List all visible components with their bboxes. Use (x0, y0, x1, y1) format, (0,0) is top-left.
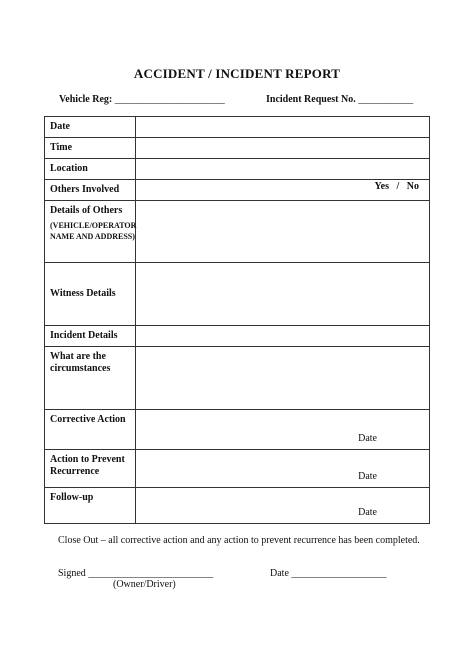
action-prevent-label-cell (45, 450, 136, 488)
incident-details-label-cell (45, 326, 136, 347)
incident-request-line: ___________ (358, 94, 414, 105)
circumstances-label-cell (45, 347, 136, 410)
others-involved-value-cell[interactable] (136, 180, 430, 201)
vehicle-reg-field[interactable] (59, 94, 225, 105)
row-details-of-others (45, 201, 430, 263)
vehicle-reg-line: ______________________ (114, 94, 225, 105)
row-follow-up (45, 488, 430, 524)
row-witness-details (45, 263, 430, 326)
location-label-cell (45, 159, 136, 180)
row-corrective-action (45, 410, 430, 450)
corrective-action-label-cell (45, 410, 136, 450)
action-prevent-value-cell[interactable] (136, 450, 430, 488)
corrective-action-date-label: Date (358, 433, 377, 444)
row-circumstances (45, 347, 430, 410)
circumstances-value-cell[interactable] (136, 347, 430, 410)
details-of-others-label: Details of Others (50, 205, 123, 216)
signature-line[interactable]: Signed _________________________ (58, 568, 214, 579)
witness-details-label: Witness Details (50, 288, 116, 299)
incident-details-label: Incident Details (50, 330, 118, 341)
follow-up-value-cell[interactable] (136, 488, 430, 524)
witness-details-label-cell (45, 263, 136, 326)
row-others-involved (45, 180, 430, 201)
signature-date-line[interactable]: Date ___________________ (270, 568, 387, 579)
witness-details-value-cell[interactable] (136, 263, 430, 326)
follow-up-date-label: Date (358, 507, 377, 518)
date-value-cell[interactable] (136, 117, 430, 138)
follow-up-label-cell (45, 488, 136, 524)
corrective-action-value-cell[interactable] (136, 410, 430, 450)
date-label-cell (45, 117, 136, 138)
row-time (45, 138, 430, 159)
yes-no-choice[interactable]: Yes / No (374, 181, 419, 192)
details-of-others-sublabel: (VEHICLE/OPERATOR NAME AND ADDRESS) (50, 221, 137, 241)
location-label: Location (50, 163, 88, 174)
others-involved-label-cell (45, 180, 136, 201)
follow-up-label: Follow-up (50, 492, 94, 503)
row-incident-details (45, 326, 430, 347)
row-action-prevent (45, 450, 430, 488)
details-of-others-label-cell (45, 201, 136, 263)
others-involved-label: Others Involved (50, 184, 120, 195)
location-value-cell[interactable] (136, 159, 430, 180)
time-label: Time (50, 142, 73, 153)
corrective-action-label: Corrective Action (50, 414, 126, 425)
page-title: ACCIDENT / INCIDENT REPORT (133, 66, 341, 81)
report-form-table (44, 116, 430, 524)
date-label: Date (50, 121, 70, 132)
time-label-cell (45, 138, 136, 159)
row-location (45, 159, 430, 180)
close-out-statement: Close Out – all corrective action and any action to prevent recurrence has been completed. (58, 535, 420, 546)
details-of-others-value-cell[interactable] (136, 201, 430, 263)
action-prevent-date-label: Date (358, 471, 377, 482)
vehicle-reg-label: Vehicle Reg: (59, 94, 113, 105)
circumstances-label: What are the circumstances (50, 351, 111, 374)
incident-request-label: Incident Request No. (266, 94, 356, 105)
incident-details-value-cell[interactable] (136, 326, 430, 347)
incident-request-field[interactable] (266, 94, 413, 105)
owner-driver-caption: (Owner/Driver) (113, 579, 176, 590)
time-value-cell[interactable] (136, 138, 430, 159)
action-prevent-label: Action to Prevent Recurrence (50, 454, 125, 477)
row-date (45, 117, 430, 138)
